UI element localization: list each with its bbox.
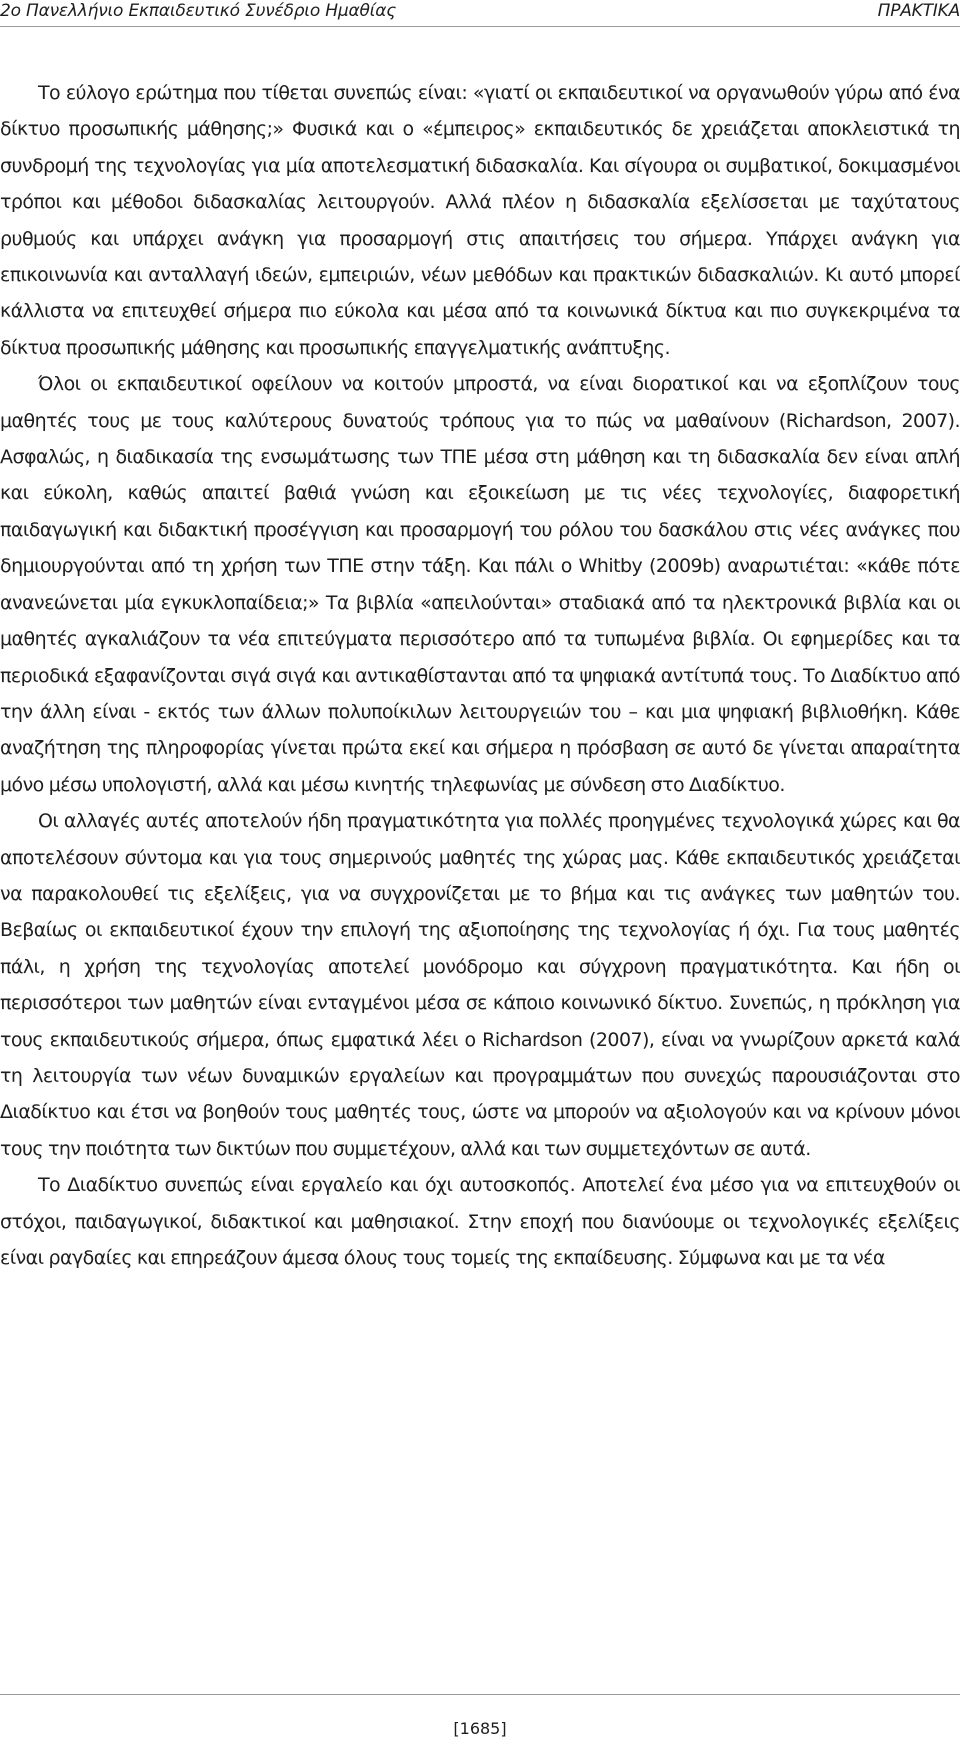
body-text [0,75,960,1276]
paragraph: Το Διαδίκτυο συνεπώς είναι εργαλείο και όχι αυτοσκοπός. Αποτελεί ένα μέσο για να επιτευχθούν οι στόχοι, παιδαγωγικοί, διδακτικοί και μαθησιακοί. Στην εποχή που διανύουμε οι τεχνολογικές εξελίξεις είναι ραγδαίες και επηρεάζουν άμεσα όλους τους τομείς της εκπαίδευσης. Σύμφωνα και με τα νέα [0,1174,960,1269]
paragraph: Οι αλλαγές αυτές αποτελούν ήδη πραγματικότητα για πολλές προηγμένες τεχνολογικά χώρες και θα αποτελέσουν σύντομα και για τους σημερινούς μαθητές της χώρας μας. Κάθε εκπαιδευτικός χρειάζεται να παρακολουθεί τις εξελίξεις, για να συγχρονίζεται με το βήμα και τις ανάγκες των μαθητών του. Βεβαίως οι εκπαιδευτικοί έχουν την επιλογή της αξιοποίησης της τεχνολογίας ή όχι. Για τους μαθητές πάλι, η χρήση της τεχνολογίας αποτελεί μονόδρομο και σύγχρονη πραγματικότητα. Και ήδη οι περισσότεροι των μαθητών είναι ενταγμένοι μέσα σε κάποιο κοινωνικό δίκτυο. Συνεπώς, η πρόκληση για τους εκπαιδευτικούς σήμερα, όπως εμφατικά λέει ο Richardson (2007), είναι να γνωρίζουν αρκετά καλά τη λειτουργία των νέων δυναμικών εργαλείων και προγραμμάτων που συνεχώς παρουσιάζονται στο Διαδίκτυο και έτσι να βοηθούν τους μαθητές τους, ώστε να μπορούν να αξιολογούν και να κρίνουν μόνοι τους την ποιότητα των δικτύων που συμμετέχουν, αλλά και των συμμετεχόντων σε αυτά. [0,810,960,1160]
running-header [0,0,960,27]
footer-divider [0,1694,960,1695]
page-number: [1685] [453,1719,507,1738]
header-conference-title: 2ο Πανελλήνιο Εκπαιδευτικό Συνέδριο Ημαθίας [0,1,396,21]
header-section-label: ΠΡΑΚΤΙΚΑ [877,1,960,21]
paragraph: Το εύλογο ερώτημα που τίθεται συνεπώς είναι: «γιατί οι εκπαιδευτικοί να οργανωθούν γύρω από ένα δίκτυο προσωπικής μάθησης;» Φυσικά και ο «έμπειρος» εκπαιδευτικός δε χρειάζεται αποκλειστικά τη συνδρομή της τεχνολογίας για μία αποτελεσματική διδασκαλία. Και σίγουρα οι συμβατικοί, δοκιμασμένοι τρόποι και μέθοδοι διδασκαλίας λειτουργούν. Αλλά πλέον η διδασκαλία εξελίσσεται με ταχύτατους ρυθμούς και υπάρχει ανάγκη για προσαρμογή στις απαιτήσεις του σήμερα. Υπάρχει ανάγκη για επικοινωνία και ανταλλαγή ιδεών, εμπειριών, νέων μεθόδων και πρακτικών διδασκαλιών. Κι αυτό μπορεί κάλλιστα να επιτευχθεί σήμερα πιο εύκολα και μέσα από τα κοινωνικά δίκτυα και πιο συγκεκριμένα τα δίκτυα προσωπικής μάθησης και προσωπικής επαγγελματικής ανάπτυξης. [0,82,960,359]
paragraph: Όλοι οι εκπαιδευτικοί οφείλουν να κοιτούν μπροστά, να είναι διορατικοί και να εξοπλίζουν τους μαθητές τους με τους καλύτερους δυνατούς τρόπους για το πώς να μαθαίνουν (Richardson, 2007). Ασφαλώς, η διαδικασία της ενσωμάτωσης των ΤΠΕ μέσα στη μάθηση και τη διδασκαλία δεν είναι απλή και εύκολη, καθώς απαιτεί βαθιά γνώση και εξοικείωση με τις νέες τεχνολογίες, διαφορετική παιδαγωγική και διδακτική προσέγγιση και προσαρμογή του ρόλου του δασκάλου στις νέες ανάγκες που δημιουργούνται από τη χρήση των ΤΠΕ στην τάξη. Και πάλι ο Whitby (2009b) αναρωτιέται: «κάθε πότε ανανεώνεται μία εγκυκλοπαίδεια;» Τα βιβλία «απειλούνται» σταδιακά από τα ηλεκτρονικά βιβλία και οι μαθητές αγκαλιάζουν τα νέα επιτεύγματα περισσότερο από τα τυπωμένα βιβλία. Οι εφημερίδες και τα περιοδικά εξαφανίζονται σιγά σιγά και αντικαθίστανται από τα ψηφιακά αντίτυπά τους. Το Διαδίκτυο από την άλλη είναι - εκτός των άλλων πολυποίκιλων λειτουργειών του – και μια ψηφιακή βιβλιοθήκη. Κάθε αναζήτηση της πληροφορίας γίνεται πρώτα εκεί και σήμερα η πρόσβαση σε αυτό δε γίνεται απαραίτητα μόνο μέσω υπολογιστή, αλλά και μέσω κινητής τηλεφωνίας με σύνδεση στο Διαδίκτυο. [0,373,960,796]
